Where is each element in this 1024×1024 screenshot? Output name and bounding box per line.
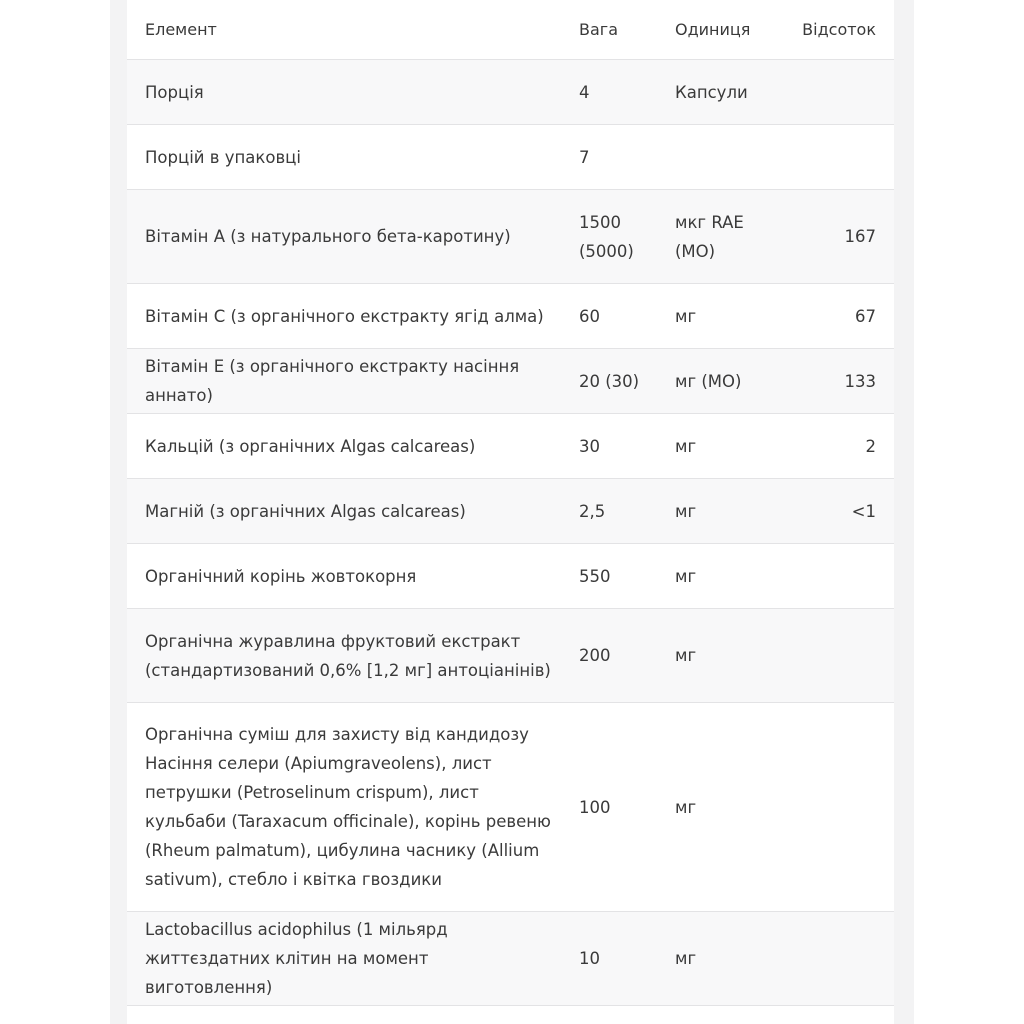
- cell-weight: 10: [579, 949, 600, 968]
- cell-percent: 67: [855, 306, 876, 326]
- cell-percent: 2: [865, 436, 876, 456]
- table-row: [127, 60, 894, 125]
- cell-weight: 4: [579, 82, 590, 102]
- cell-unit: мг: [675, 949, 697, 968]
- cell-element: Органічна журавлина фруктовий екстракт (стандартизований 0,6% [1,2 мг] антоціанінів): [145, 631, 551, 680]
- cell-element: Порцій в упаковці: [145, 147, 301, 167]
- table-row: [127, 479, 894, 544]
- cell-unit: Капсули: [675, 82, 748, 102]
- cell-percent: <1: [851, 501, 876, 521]
- table-row: [127, 703, 894, 912]
- table-row: [127, 609, 894, 703]
- header-unit: Одиниця: [675, 20, 751, 39]
- table-row: [127, 190, 894, 284]
- table-row: [127, 284, 894, 349]
- cell-unit: мг (МО): [675, 371, 742, 391]
- cell-element: Вітамін C (з органічного екстракту ягід алма): [145, 306, 544, 326]
- cell-element: Органічний корінь жовтокорня: [145, 566, 417, 586]
- table-row: [127, 349, 894, 414]
- nutrition-table: [127, 0, 894, 1024]
- cell-weight: 60: [579, 306, 600, 326]
- cell-weight: 20 (30): [579, 371, 640, 391]
- table-row: [127, 125, 894, 190]
- table-row: [127, 544, 894, 609]
- cell-unit: мг: [675, 646, 697, 665]
- cell-element: Магній (з органічних Algas calcareas): [145, 501, 466, 521]
- cell-unit: мг: [675, 797, 697, 817]
- cell-unit: мкг RAE (МО): [675, 212, 744, 261]
- cell-weight: 1500 (5000): [579, 212, 634, 261]
- cell-element: Вітамін E (з органічного екстракту насіння аннато): [145, 357, 520, 405]
- header-percent: Відсоток: [802, 20, 876, 39]
- cell-weight: 30: [579, 436, 600, 456]
- table-row: [127, 414, 894, 479]
- cell-unit: мг: [675, 436, 697, 456]
- cell-weight: 100: [579, 797, 611, 817]
- cell-unit: мг: [675, 501, 697, 521]
- cell-element: Органічна суміш для захисту від кандидозу Насіння селери (Apiumgraveolens), лист петрушки (Petroselinum crispum), лист кульбаби (Taraxacum officinale), корінь ревеню (Rheum palmatum), цибулина часнику (Allium sativum), стебло і квітка гвоздики: [145, 725, 551, 889]
- header-element: Елемент: [145, 20, 217, 39]
- cell-element: Порція: [145, 82, 204, 102]
- cell-weight: 200: [579, 646, 611, 665]
- table-header-row: [127, 0, 894, 60]
- cell-weight: 550: [579, 566, 611, 586]
- header-weight: Вага: [579, 20, 618, 39]
- cell-element: Вітамін A (з натурального бета-каротину): [145, 227, 511, 246]
- cell-element: Lactobacillus acidophilus (1 мільярд життєздатних клітин на момент виготовлення): [145, 920, 448, 997]
- cell-weight: 2,5: [579, 501, 606, 521]
- table-row: [127, 1006, 894, 1024]
- cell-weight: 7: [579, 147, 590, 167]
- cell-percent: 133: [844, 371, 876, 391]
- table-row: [127, 912, 894, 1006]
- cell-unit: мг: [675, 566, 697, 586]
- cell-element: Кальцій (з органічних Algas calcareas): [145, 436, 476, 456]
- cell-percent: 167: [844, 227, 876, 246]
- cell-unit: мг: [675, 306, 697, 326]
